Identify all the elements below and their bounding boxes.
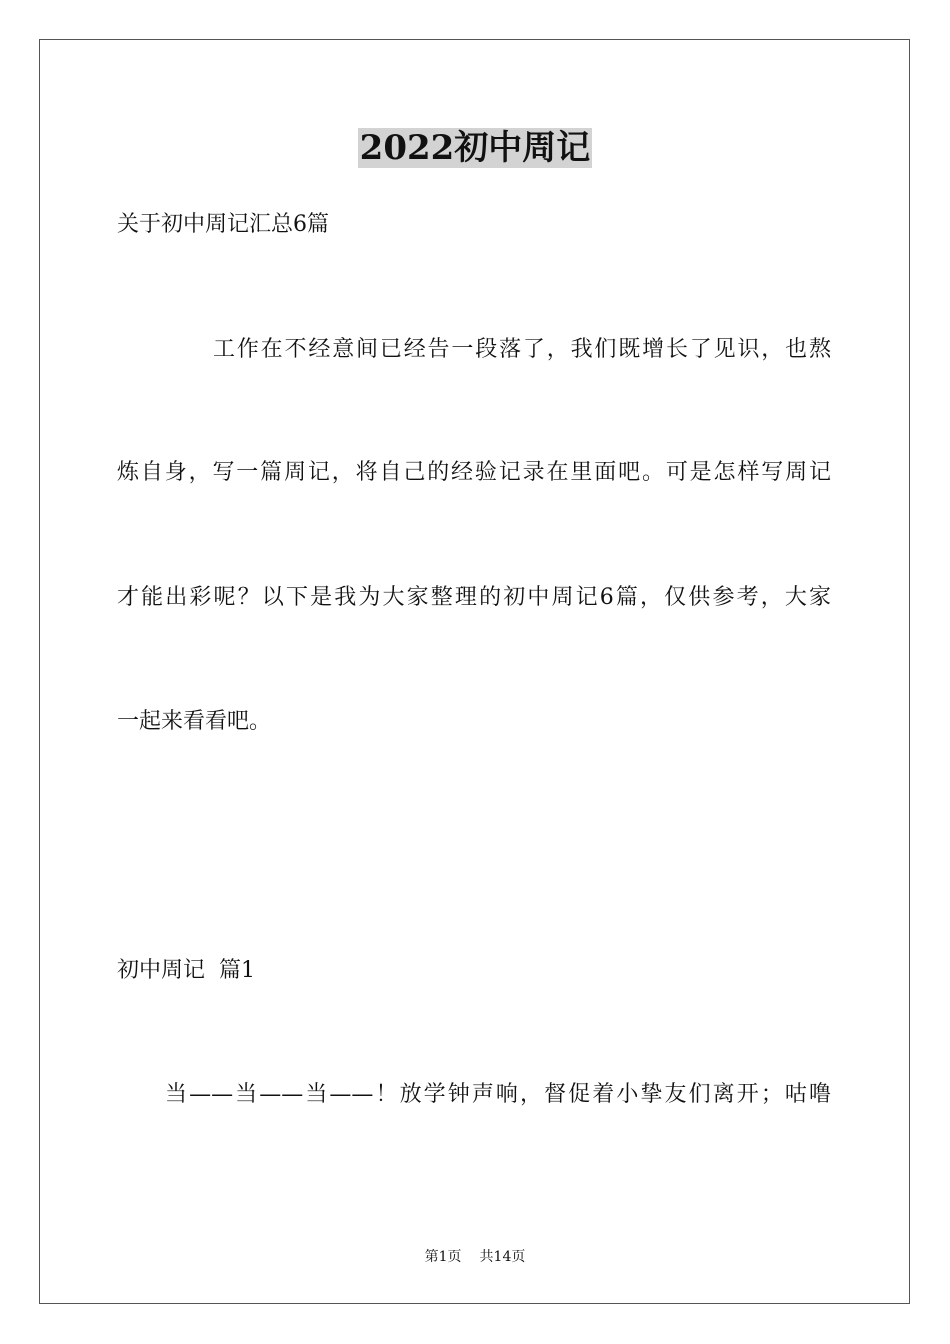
intro-paragraph-line: 工作在不经意间已经告一段落了，我们既增长了见识，也熬 [213,337,831,362]
intro-paragraph-line: 一起来看看吧。 [117,709,272,734]
document-subtitle: 关于初中周记汇总6篇 [117,212,329,237]
page-number: 第1页 [424,1249,462,1265]
section-heading: 初中周记 篇1 [117,958,255,983]
page-footer [0,1248,950,1266]
document-title-text: 2022初中周记 [359,128,591,168]
intro-paragraph-line: 炼自身，写一篇周记，将自己的经验记录在里面吧。可是怎样写周记 [117,460,831,485]
document-title [0,128,950,168]
page-total: 共14页 [479,1249,526,1265]
section-paragraph-line: 当——当——当——！放学钟声响，督促着小挚友们离开；咕噜 [165,1082,831,1107]
intro-paragraph-line: 才能出彩呢？以下是我为大家整理的初中周记6篇，仅供参考，大家 [117,585,831,610]
